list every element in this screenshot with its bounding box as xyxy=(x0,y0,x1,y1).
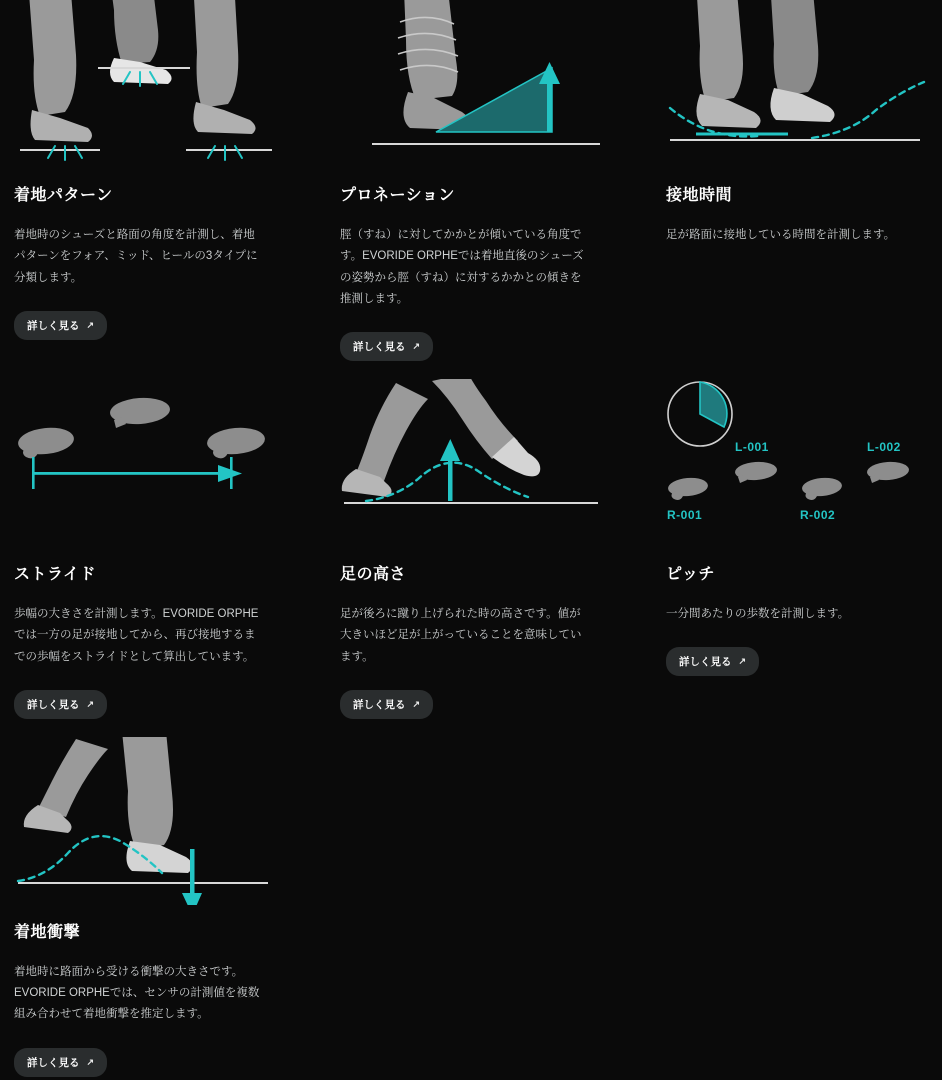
details-button[interactable] xyxy=(14,690,107,719)
details-button[interactable] xyxy=(340,690,433,719)
details-button-label: 詳しく見る xyxy=(27,698,80,711)
ankle-pronation-figure xyxy=(336,0,636,168)
card-contact-time xyxy=(660,0,942,361)
landing-pattern-figure xyxy=(10,0,310,168)
external-link-icon: ↗ xyxy=(412,698,421,709)
card-foot-height xyxy=(334,379,638,719)
card-description: 足が路面に接地している時間を計測します。 xyxy=(666,229,896,241)
card-title: ピッチ xyxy=(666,566,715,584)
footprints-stride-figure xyxy=(10,379,310,547)
card-title: 接地時間 xyxy=(666,187,733,204)
card-title: 着地衝撃 xyxy=(14,923,81,941)
card-title: ストライド xyxy=(14,566,97,584)
card-title: 着地パターン xyxy=(14,187,113,204)
card-landing-impact xyxy=(8,737,312,1077)
details-button-label: 詳しく見る xyxy=(353,698,406,711)
details-button-label: 詳しく見る xyxy=(27,1056,80,1069)
details-button[interactable] xyxy=(14,1048,107,1077)
pitch-footprints-figure xyxy=(662,379,942,547)
details-button[interactable] xyxy=(14,311,107,340)
pitch-label-l-001: L-001 xyxy=(735,440,769,455)
pronation-figure xyxy=(336,0,636,168)
details-button-label: 詳しく見る xyxy=(353,341,406,354)
pitch-label-l-002: L-002 xyxy=(867,440,901,455)
card-landing-pattern xyxy=(8,0,312,361)
pitch-label-r-001: R-001 xyxy=(667,508,703,523)
stride-figure xyxy=(10,379,310,547)
external-link-icon: ↗ xyxy=(86,319,95,330)
card-description: 着地時のシューズと路面の角度を計測し、着地パターンをフォア、ミッド、ヒールの3タイプに分類します。 xyxy=(14,229,258,284)
pitch-figure xyxy=(662,379,942,547)
contact-time-figure xyxy=(662,0,942,168)
details-button[interactable] xyxy=(666,647,759,676)
pitch-label-r-002: R-002 xyxy=(800,508,836,523)
external-link-icon: ↗ xyxy=(86,698,95,709)
card-title: 足の高さ xyxy=(340,566,407,584)
card-description: 着地時に路面から受ける衝撃の大きさです。EVORIDE ORPHEでは、センサの計測値を複数組み合わせて着地衝撃を推定します。 xyxy=(14,965,260,1021)
card-stride xyxy=(8,379,312,719)
card-description: 脛（すね）に対してかかとが傾いている角度です。EVORIDE ORPHEでは着地直後のシューズの姿勢から脛（すね）に対するかかとの傾きを推測します。 xyxy=(340,229,584,305)
details-button-label: 詳しく見る xyxy=(679,656,732,669)
card-description: 足が後ろに蹴り上げられた時の高さです。値が大きいほど足が上がっていることを意味しています。 xyxy=(340,608,582,663)
legs-landing-angle-figure xyxy=(10,0,310,168)
external-link-icon: ↗ xyxy=(738,656,747,667)
foot-height-arc-figure xyxy=(336,379,636,547)
external-link-icon: ↗ xyxy=(86,1056,95,1067)
foot-height-figure xyxy=(336,379,636,547)
card-description: 一分間あたりの歩数を計測します。 xyxy=(666,608,850,621)
details-button-label: 詳しく見る xyxy=(27,319,80,332)
card-pitch xyxy=(660,379,942,719)
ground-contact-time-figure xyxy=(662,0,942,168)
landing-impact-figure xyxy=(10,737,310,905)
external-link-icon: ↗ xyxy=(412,341,421,352)
card-description: 歩幅の大きさを計測します。EVORIDE ORPHEでは一方の足が接地してから、再び接地するまでの歩幅をストライドとして算出しています。 xyxy=(14,608,259,663)
details-button[interactable] xyxy=(340,332,433,361)
card-title: プロネーション xyxy=(340,187,455,204)
landing-impact-figure xyxy=(10,737,310,905)
card-pronation xyxy=(334,0,638,361)
